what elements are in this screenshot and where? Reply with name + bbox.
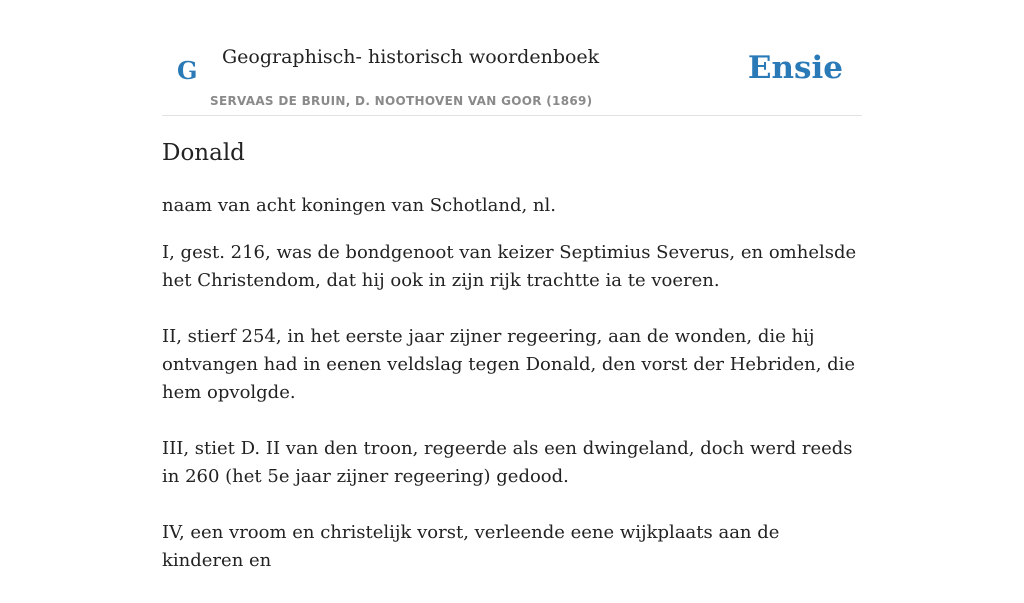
entry-paragraph-4: IV, een vroom en christelijk vorst, verleende eene wijkplaats aan de kinderen en: [162, 522, 780, 571]
entry-title: Donald: [162, 140, 245, 166]
ensie-logo-link[interactable]: Ensie: [747, 50, 843, 86]
entry-body: [162, 192, 862, 603]
book-title[interactable]: Geographisch- historisch woordenboek: [222, 46, 600, 68]
book-header: [162, 0, 862, 116]
entry-paragraph-2: II, stierf 254, in het eerste jaar zijner regeering, aan de wonden, die hij ontvangen had in eenen veldslag tegen Donald, den vorst der Hebriden, die hem opvolgde.: [162, 326, 856, 403]
entry-paragraph-3: III, stiet D. II van den troon, regeerde als een dwingeland, doch werd reeds in 260 (het 5e jaar zijner regeering) gedood.: [162, 438, 853, 487]
entry-paragraph-1: I, gest. 216, was de bondgenoot van keizer Septimius Severus, en omhelsde het Christendom, dat hij ook in zijn rijk trachtte ia te voeren.: [162, 242, 857, 291]
book-logo-letter[interactable]: G: [177, 56, 198, 85]
page: [162, 0, 862, 571]
book-authors: SERVAAS DE BRUIN, D. NOOTHOVEN VAN GOOR (1869): [210, 94, 593, 108]
entry-paragraph-intro: naam van acht koningen van Schotland, nl.: [162, 195, 557, 216]
